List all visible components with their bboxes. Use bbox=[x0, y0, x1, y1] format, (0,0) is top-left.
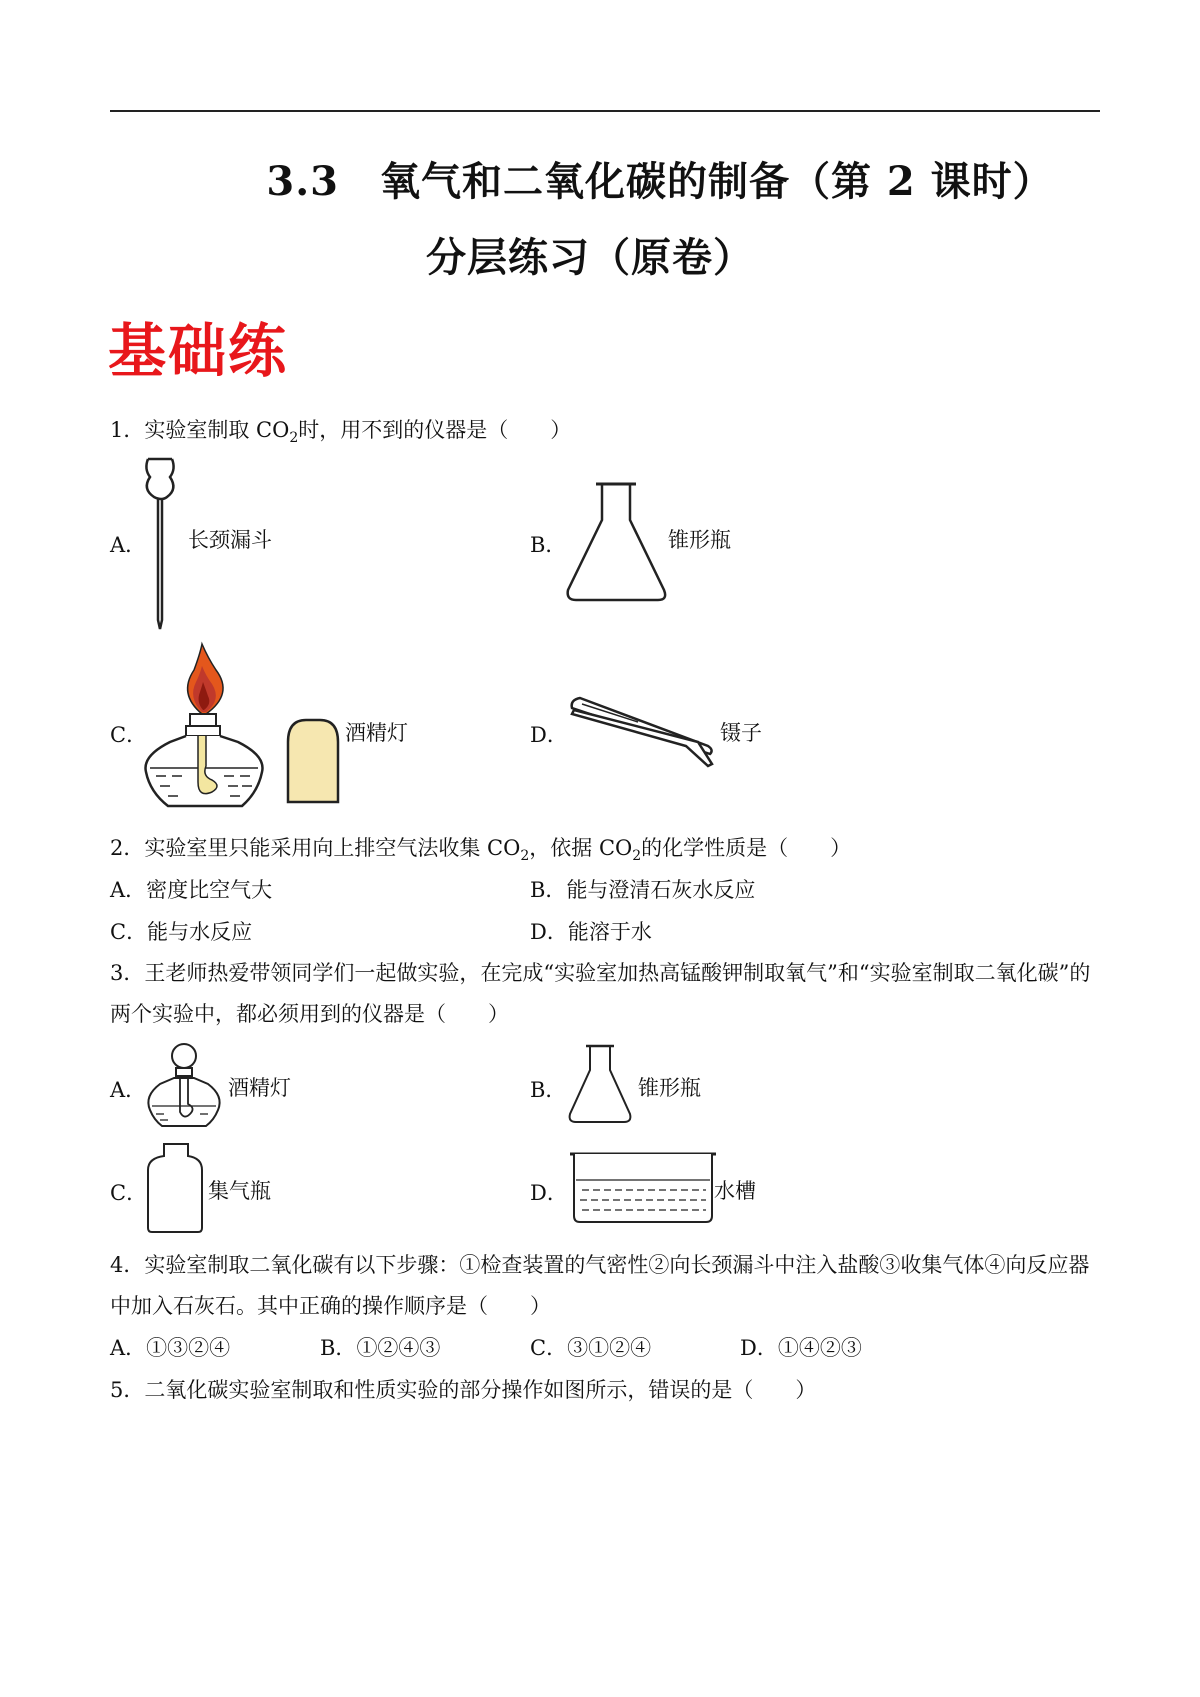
option-b-letter: B． bbox=[530, 1078, 567, 1102]
option-b-text: 锥形瓶 bbox=[668, 528, 731, 552]
option-c: C．③①②④ bbox=[530, 1336, 652, 1360]
alcohol-lamp-icon bbox=[142, 642, 342, 817]
option-d: D．能溶于水 bbox=[530, 920, 652, 944]
question-2 bbox=[110, 833, 851, 871]
question-text: 时，用不到的仪器是（ ） bbox=[298, 418, 572, 442]
long-neck-funnel-icon bbox=[140, 455, 190, 630]
section-heading: 基础练 bbox=[108, 317, 289, 385]
header-rule bbox=[110, 110, 1100, 112]
option-b: B．①②④③ bbox=[320, 1336, 441, 1360]
option-a-letter: A． bbox=[110, 1078, 147, 1102]
question-text: 实验室里只能采用向上排空气法收集 CO bbox=[144, 836, 521, 860]
option-a-letter: A． bbox=[110, 533, 147, 557]
option-a: A．①③②④ bbox=[110, 1336, 231, 1360]
option-a-text: 长颈漏斗 bbox=[188, 528, 272, 552]
question-3-line-1 bbox=[110, 958, 1110, 988]
conical-flask-icon bbox=[562, 478, 672, 606]
page-subtitle: 分层练习（原卷） bbox=[426, 234, 754, 281]
option-c-text: 酒精灯 bbox=[345, 721, 408, 745]
option-c-letter: C． bbox=[110, 723, 148, 747]
question-1 bbox=[110, 415, 571, 453]
alcohol-lamp-icon bbox=[146, 1040, 226, 1130]
option-a: A．密度比空气大 bbox=[110, 878, 273, 902]
question-text: ，依据 CO bbox=[529, 836, 633, 860]
option-d: D．①④②③ bbox=[740, 1336, 862, 1360]
conical-flask-icon bbox=[566, 1042, 636, 1127]
option-c-letter: C． bbox=[110, 1181, 148, 1205]
option-b-text: 锥形瓶 bbox=[638, 1076, 701, 1100]
option-d-letter: D． bbox=[530, 723, 568, 747]
option-a-text: 酒精灯 bbox=[228, 1076, 291, 1100]
question-number: 1． bbox=[110, 418, 145, 442]
question-number: 5． bbox=[110, 1378, 145, 1402]
question-3-line-2: 两个实验中，都必须用到的仪器是（ ） bbox=[110, 1002, 509, 1026]
option-c-text: 集气瓶 bbox=[208, 1179, 271, 1203]
question-text: 二氧化碳实验室制取和性质实验的部分操作如图所示，错误的是（ ） bbox=[144, 1378, 817, 1402]
option-c: C．能与水反应 bbox=[110, 920, 253, 944]
question-number: 4． bbox=[110, 1253, 145, 1277]
subscript: 2 bbox=[632, 848, 642, 865]
question-text: 实验室制取 CO bbox=[144, 418, 290, 442]
gas-bottle-icon bbox=[146, 1142, 206, 1234]
question-5 bbox=[110, 1375, 816, 1405]
option-d-letter: D． bbox=[530, 1181, 568, 1205]
option-d-text: 镊子 bbox=[720, 721, 762, 745]
tweezers-icon bbox=[568, 690, 718, 770]
option-b: B．能与澄清石灰水反应 bbox=[530, 878, 756, 902]
question-4-line-2: 中加入石灰石。其中正确的操作顺序是（ ） bbox=[110, 1294, 551, 1318]
question-text: 实验室制取二氧化碳有以下步骤：①检查装置的气密性②向长颈漏斗中注入盐酸③收集气体④向反应器 bbox=[144, 1253, 1090, 1277]
water-trough-icon bbox=[570, 1150, 718, 1226]
question-number: 3． bbox=[110, 961, 145, 985]
question-text: 王老师热爱带领同学们一起做实验，在完成“实验室加热高锰酸钾制取氧气”和“实验室制取二氧化碳”的 bbox=[144, 961, 1091, 985]
option-d-text: 水槽 bbox=[714, 1179, 756, 1203]
subscript: 2 bbox=[520, 848, 530, 865]
subscript: 2 bbox=[289, 430, 299, 447]
option-b-letter: B． bbox=[530, 533, 567, 557]
page-title: 3.3 氧气和二氧化碳的制备（第 2 课时） bbox=[266, 158, 1054, 205]
question-text: 的化学性质是（ ） bbox=[641, 836, 852, 860]
question-4-line-1 bbox=[110, 1250, 1110, 1280]
question-number: 2． bbox=[110, 836, 145, 860]
